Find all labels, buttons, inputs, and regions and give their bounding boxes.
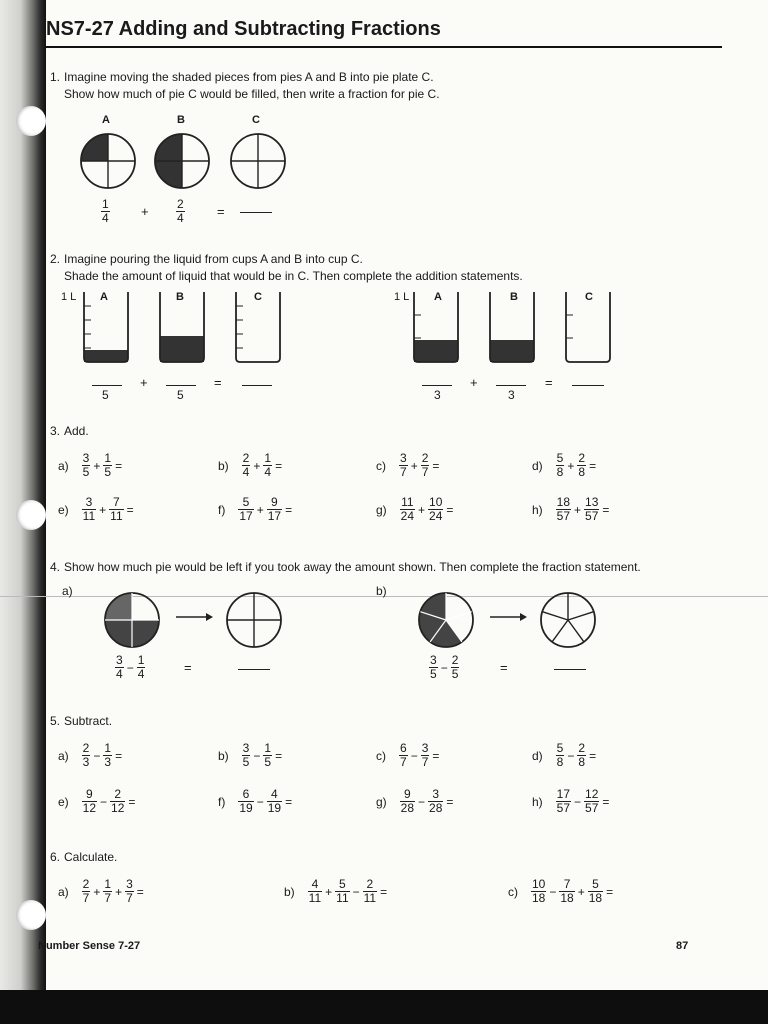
fraction: $\frac{2}{11}$ — [363, 877, 377, 905]
fraction: $\frac{2}{7}$ — [82, 877, 90, 905]
fraction: $\frac{2}{7}$ — [421, 451, 429, 479]
fraction: $\frac{4}{19}$ — [267, 787, 282, 815]
problem-item: a) $\frac{2}{3}$ − $\frac{1}{3}$ = — [58, 741, 123, 769]
fraction: $\frac{11}{24}$ — [400, 495, 415, 523]
pie-quarters-empty — [226, 592, 282, 648]
problem-item: a) $\frac{3}{5}$ + $\frac{1}{5}$ = — [58, 451, 123, 479]
cup-a — [414, 292, 464, 364]
title-rule — [46, 46, 722, 48]
cup-label-a: A — [100, 291, 108, 303]
section-heading: Subtract. — [64, 714, 113, 728]
punch-hole — [16, 106, 46, 136]
subtraction-statement: $\frac{3}{5}$ − $\frac{2}{5}$ — [430, 653, 459, 681]
fraction: $\frac{2}{4}$ — [242, 451, 250, 479]
problem-item: h) $\frac{18}{57}$ + $\frac{13}{57}$ = — [532, 495, 610, 523]
answer-blank[interactable] — [238, 669, 270, 670]
problem-item: c) $\frac{10}{18}$ − $\frac{7}{18}$ + $\frac{5}{18}$ = — [508, 877, 614, 905]
cup-label-b: B — [510, 291, 518, 303]
question-number: 1. — [50, 70, 61, 84]
fraction: $\frac{5}{8}$ — [556, 451, 564, 479]
fraction: $\frac{7}{11}$ — [110, 495, 123, 523]
question-number: 4. — [50, 560, 61, 574]
problem-item: c) $\frac{3}{7}$ + $\frac{2}{7}$ = — [376, 451, 440, 479]
cup-c — [566, 292, 616, 364]
pie-b — [154, 133, 210, 189]
problem-item: c) $\frac{6}{7}$ − $\frac{3}{7}$ = — [376, 741, 440, 769]
cup-label-a: A — [434, 291, 442, 303]
instruction-text: Imagine pouring the liquid from cups A and B into cup C. — [64, 252, 363, 266]
punch-hole — [16, 900, 46, 930]
fraction: $\frac{2}{8}$ — [578, 741, 586, 769]
page-title: NS7-27 Adding and Subtracting Fractions — [46, 18, 441, 40]
answer-blank[interactable] — [496, 385, 526, 386]
answer-blank[interactable] — [92, 385, 122, 386]
fraction: $\frac{5}{11}$ — [336, 877, 349, 905]
denominator: 5 — [177, 388, 184, 402]
arrow-icon — [174, 612, 214, 622]
denominator: 3 — [434, 388, 441, 402]
punch-hole — [16, 500, 46, 530]
cup-a — [84, 292, 134, 364]
scan-border — [0, 990, 768, 1024]
liter-label: 1 L — [394, 291, 410, 303]
pie-label-a: A — [102, 114, 110, 126]
liter-label: 1 L — [61, 291, 77, 303]
fraction: $\frac{3}{11}$ — [82, 495, 96, 523]
fraction: $\frac{1}{4}$ — [264, 451, 272, 479]
binder-shadow — [0, 0, 46, 990]
problem-item: b) $\frac{3}{5}$ − $\frac{1}{5}$ = — [218, 741, 283, 769]
cup-label-b: B — [176, 291, 184, 303]
problem-item: d) $\frac{5}{8}$ + $\frac{2}{8}$ = — [532, 451, 597, 479]
problem-item: g) $\frac{11}{24}$ + $\frac{10}{24}$ = — [376, 495, 454, 523]
part-label: b) — [376, 584, 387, 598]
fraction: $\frac{10}{24}$ — [429, 495, 443, 523]
problem-item: a) $\frac{2}{7}$ + $\frac{1}{7}$ + $\frac{3}{7}$ = — [58, 877, 144, 905]
footer-title: Number Sense 7-27 — [38, 940, 141, 952]
fraction: $\frac{3}{7}$ — [126, 877, 133, 905]
fraction: $\frac{18}{57}$ — [556, 495, 571, 523]
pie-c — [230, 133, 286, 189]
fraction: $\frac{2}{4}$ — [177, 197, 184, 225]
problem-item: e) $\frac{3}{11}$ + $\frac{7}{11}$ = — [58, 495, 134, 523]
instruction-text: Show how much pie would be left if you took away the amount shown. Then complete the fraction statement. — [64, 560, 641, 574]
section-heading: Calculate. — [64, 850, 118, 864]
equals-sign: = — [500, 660, 508, 675]
fraction: $\frac{4}{11}$ — [308, 877, 322, 905]
fraction: $\frac{5}{8}$ — [556, 741, 564, 769]
problem-item: g) $\frac{9}{28}$ − $\frac{3}{28}$ = — [376, 787, 454, 815]
fraction: $\frac{12}{57}$ — [585, 787, 599, 815]
cup-label-c: C — [254, 291, 262, 303]
plus-sign: + — [141, 204, 149, 219]
plus-sign: + — [140, 375, 148, 390]
instruction-text: Show how much of pie C would be filled, then write a fraction for pie C. — [64, 87, 440, 101]
fraction: $\frac{3}{28}$ — [429, 787, 443, 815]
answer-blank[interactable] — [422, 385, 452, 386]
fraction: $\frac{9}{12}$ — [82, 787, 97, 815]
part-label: a) — [62, 584, 73, 598]
question-number: 3. — [50, 424, 61, 438]
fraction: $\frac{7}{18}$ — [560, 877, 574, 905]
pie-fifths-empty — [540, 592, 596, 648]
problem-item: f) $\frac{6}{19}$ − $\frac{4}{19}$ = — [218, 787, 293, 815]
fraction: $\frac{1}{7}$ — [104, 877, 112, 905]
answer-blank[interactable] — [166, 385, 196, 386]
problem-item: f) $\frac{5}{17}$ + $\frac{9}{17}$ = — [218, 495, 293, 523]
fraction: $\frac{5}{18}$ — [588, 877, 603, 905]
fraction: $\frac{2}{8}$ — [578, 451, 586, 479]
instruction-text: Shade the amount of liquid that would be in C. Then complete the addition statements. — [64, 269, 523, 283]
equals-sign: = — [217, 204, 225, 219]
cup-label-c: C — [585, 291, 593, 303]
problem-item: e) $\frac{9}{12}$ − $\frac{2}{12}$ = — [58, 787, 136, 815]
fraction: $\frac{2}{3}$ — [82, 741, 90, 769]
section-heading: Add. — [64, 424, 89, 438]
cup-b — [160, 292, 210, 364]
equals-sign: = — [545, 375, 553, 390]
pie-label-c: C — [252, 114, 260, 126]
denominator: 3 — [508, 388, 515, 402]
problem-item: d) $\frac{5}{8}$ − $\frac{2}{8}$ = — [532, 741, 597, 769]
answer-blank[interactable] — [242, 385, 272, 386]
equals-sign: = — [184, 660, 192, 675]
plus-sign: + — [470, 375, 478, 390]
arrow-icon — [488, 612, 528, 622]
question-number: 5. — [50, 714, 61, 728]
fraction: $\frac{9}{17}$ — [267, 495, 282, 523]
fraction: $\frac{13}{57}$ — [585, 495, 599, 523]
answer-blank[interactable] — [554, 669, 586, 670]
fraction: $\frac{2}{12}$ — [111, 787, 125, 815]
pie-a — [80, 133, 136, 189]
cup-b — [490, 292, 540, 364]
fraction: $\frac{1}{3}$ — [104, 741, 112, 769]
problem-item: b) $\frac{4}{11}$ + $\frac{5}{11}$ − $\frac{2}{11}$ = — [284, 877, 388, 905]
answer-blank[interactable] — [240, 212, 272, 213]
pie-label-b: B — [177, 114, 185, 126]
fraction: $\frac{3}{5}$ — [242, 741, 250, 769]
fraction: $\frac{1}{4}$ — [102, 197, 109, 225]
equals-sign: = — [214, 375, 222, 390]
fraction: $\frac{10}{18}$ — [532, 877, 546, 905]
fraction: $\frac{3}{7}$ — [421, 741, 429, 769]
cup-c — [236, 292, 286, 364]
question-number: 6. — [50, 850, 61, 864]
subtraction-statement: $\frac{3}{4}$ − $\frac{1}{4}$ — [116, 653, 145, 681]
page-number: 87 — [676, 940, 689, 952]
pie-quarters-shaded — [104, 592, 160, 648]
fraction: $\frac{9}{28}$ — [400, 787, 415, 815]
fraction: $\frac{3}{7}$ — [400, 451, 407, 479]
pie-fifths-shaded — [418, 592, 474, 648]
denominator: 5 — [102, 388, 109, 402]
question-number: 2. — [50, 252, 61, 266]
fraction: $\frac{5}{17}$ — [239, 495, 253, 523]
fraction: $\frac{1}{5}$ — [104, 451, 112, 479]
instruction-text: Imagine moving the shaded pieces from pies A and B into pie plate C. — [64, 70, 434, 84]
answer-blank[interactable] — [572, 385, 604, 386]
problem-item: h) $\frac{17}{57}$ − $\frac{12}{57}$ = — [532, 787, 610, 815]
problem-item: b) $\frac{2}{4}$ + $\frac{1}{4}$ = — [218, 451, 283, 479]
fraction: $\frac{3}{5}$ — [82, 451, 90, 479]
fraction: $\frac{6}{7}$ — [400, 741, 407, 769]
fraction: $\frac{1}{5}$ — [264, 741, 272, 769]
fraction: $\frac{6}{19}$ — [239, 787, 253, 815]
fraction: $\frac{17}{57}$ — [556, 787, 571, 815]
